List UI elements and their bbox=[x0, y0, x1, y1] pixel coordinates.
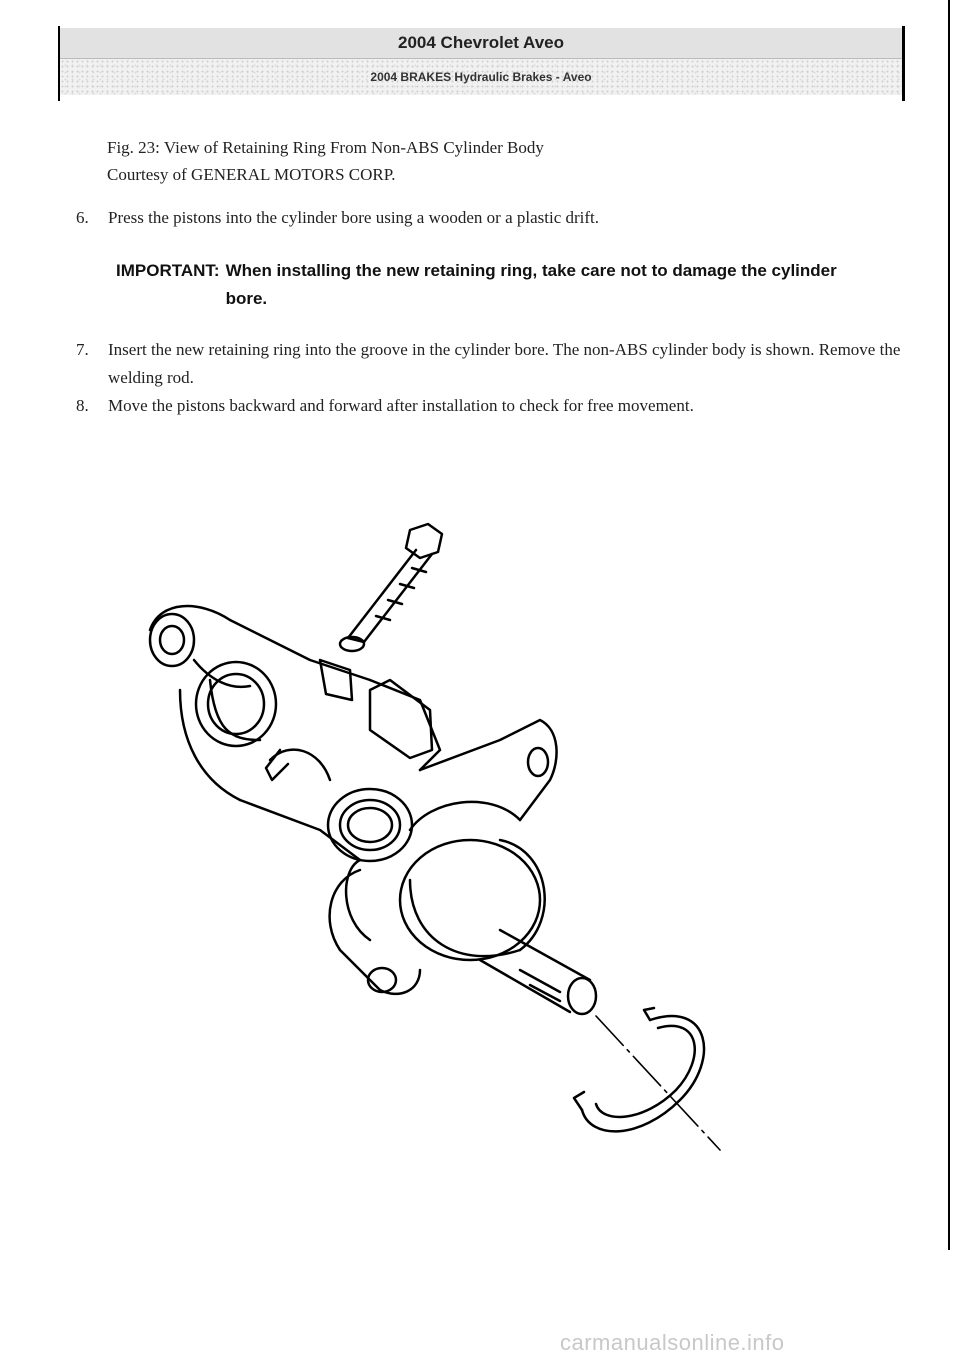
step-text: Press the pistons into the cylinder bore using a wooden or a plastic drift. bbox=[108, 208, 600, 227]
page-header bbox=[60, 28, 902, 98]
header-subtitle: 2004 BRAKES Hydraulic Brakes - Aveo bbox=[60, 59, 902, 95]
header-title: 2004 Chevrolet Aveo bbox=[60, 28, 902, 59]
step-6 bbox=[76, 204, 906, 232]
right-page-rule bbox=[948, 0, 950, 1250]
bolt-icon bbox=[340, 524, 442, 651]
master-cylinder-illustration bbox=[120, 500, 800, 1180]
step-number: 6. bbox=[76, 208, 89, 227]
step-text: Insert the new retaining ring into the groove in the cylinder bore. The non-ABS cylinder body is shown. Remove the welding rod. bbox=[108, 340, 901, 387]
step-8 bbox=[76, 392, 906, 420]
retaining-ring-icon bbox=[574, 1008, 704, 1131]
caption-credit: Courtesy of GENERAL MOTORS CORP. bbox=[107, 165, 396, 184]
important-note bbox=[116, 257, 876, 313]
step-7 bbox=[76, 336, 906, 392]
cylinder-body-icon bbox=[150, 606, 596, 1014]
important-text: When installing the new retaining ring, take care not to damage the cylinder bore. bbox=[225, 261, 837, 308]
step-number: 7. bbox=[76, 340, 89, 359]
caption-title: Fig. 23: View of Retaining Ring From Non-ABS Cylinder Body bbox=[107, 138, 544, 157]
step-text: Move the pistons backward and forward after installation to check for free movement. bbox=[108, 396, 694, 415]
watermark-text: carmanualsonline.info bbox=[560, 1330, 785, 1355]
page-frame-right bbox=[902, 26, 905, 101]
important-label: IMPORTANT: bbox=[116, 261, 220, 280]
step-number: 8. bbox=[76, 396, 89, 415]
figure-caption bbox=[107, 134, 867, 188]
